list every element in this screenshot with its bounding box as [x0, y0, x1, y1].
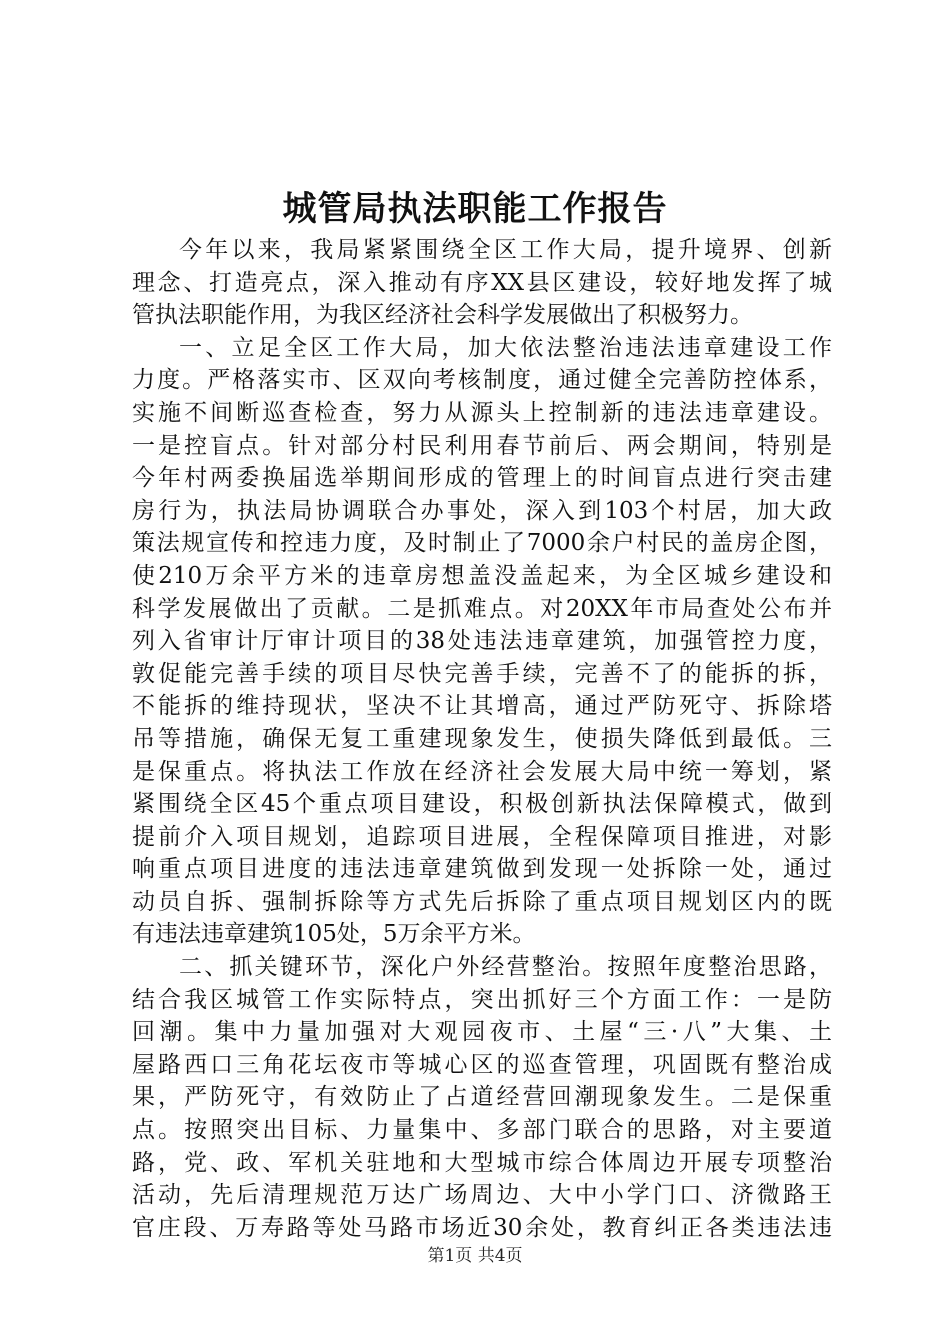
- paragraph-section-one: [132, 332, 832, 951]
- page-number-footer: 第1页 共4页: [427, 1246, 523, 1266]
- text-line: 结合我区城管工作实际特点，突出抓好三个方面工作：一是防: [132, 986, 832, 1013]
- text-line: 实施不间断巡查检查，努力从源头上控制新的违法违章建设。: [132, 399, 832, 426]
- text-line: 使210万余平方米的违章房想盖没盖起来，为全区城乡建设和: [132, 562, 832, 589]
- text-line: 动员自拆、强制拆除等方式先后拆除了重点项目规划区内的既: [132, 888, 832, 915]
- paragraph-intro: [132, 234, 832, 332]
- text-line: 有违法违章建筑105处，5万余平方米。: [132, 921, 536, 948]
- text-line: 提前介入项目规划，追踪项目进展，全程保障项目推进，对影: [132, 823, 832, 850]
- text-line: 活动，先后清理规范万达广场周边、大中小学门口、济微路王: [132, 1182, 832, 1209]
- text-line: 响重点项目进度的违法违章建筑做到发现一处拆除一处，通过: [132, 856, 832, 883]
- paragraph-section-two: [132, 951, 832, 1244]
- text-line: 敦促能完善手续的项目尽快完善手续，完善不了的能拆的拆，: [132, 660, 832, 687]
- text-line: 管执法职能作用，为我区经济社会科学发展做出了积极努力。: [132, 302, 753, 329]
- text-line: 官庄段、万寿路等处马路市场近30余处，教育纠正各类违法违: [132, 1214, 832, 1241]
- document-title: 城管局执法职能工作报告: [282, 189, 668, 229]
- text-line: 理念、打造亮点，深入推动有序XX县区建设，较好地发挥了城: [132, 269, 832, 296]
- text-line: 回潮。集中力量加强对大观园夜市、土屋“三·八”大集、土: [132, 1019, 832, 1046]
- text-line: 点。按照突出目标、力量集中、多部门联合的思路，对主要道: [132, 1117, 832, 1144]
- text-line: 科学发展做出了贡献。二是抓难点。对20XX年市局查处公布并: [132, 595, 832, 622]
- text-line: 今年以来，我局紧紧围绕全区工作大局，提升境界、创新: [179, 237, 832, 263]
- text-line: 路，党、政、军机关驻地和大型城市综合体周边开展专项整治: [132, 1149, 832, 1176]
- text-line: 列入省审计厅审计项目的38处违法违章建筑，加强管控力度，: [132, 628, 832, 655]
- text-line: 紧围绕全区45个重点项目建设，积极创新执法保障模式，做到: [132, 791, 832, 818]
- text-line: 不能拆的维持现状，坚决不让其增高，通过严防死守、拆除塔: [132, 693, 832, 720]
- text-line: 力度。严格落实市、区双向考核制度，通过健全完善防控体系，: [132, 367, 832, 394]
- text-line: 是保重点。将执法工作放在经济社会发展大局中统一筹划，紧: [132, 758, 832, 785]
- text-line: 果，严防死守，有效防止了占道经营回潮现象发生。二是保重: [132, 1084, 832, 1111]
- text-line: 二、抓关键环节，深化户外经营整治。按照年度整治思路，: [179, 954, 832, 981]
- text-line: 今年村两委换届选举期间形成的管理上的时间盲点进行突击建: [132, 465, 832, 492]
- text-line: 房行为，执法局协调联合办事处，深入到103个村居，加大政: [132, 497, 832, 524]
- text-line: 屋路西口三角花坛夜市等城心区的巡查管理，巩固既有整治成: [132, 1051, 832, 1078]
- text-line: 一是控盲点。针对部分村民利用春节前后、两会期间，特别是: [132, 432, 832, 459]
- text-line: 吊等措施，确保无复工重建现象发生，使损失降低到最低。三: [132, 725, 832, 752]
- text-line: 策法规宣传和控违力度，及时制止了7000余户村民的盖房企图，: [132, 530, 832, 557]
- text-line: 一、立足全区工作大局，加大依法整治违法违章建设工作: [179, 334, 832, 361]
- document-body: [132, 234, 832, 1244]
